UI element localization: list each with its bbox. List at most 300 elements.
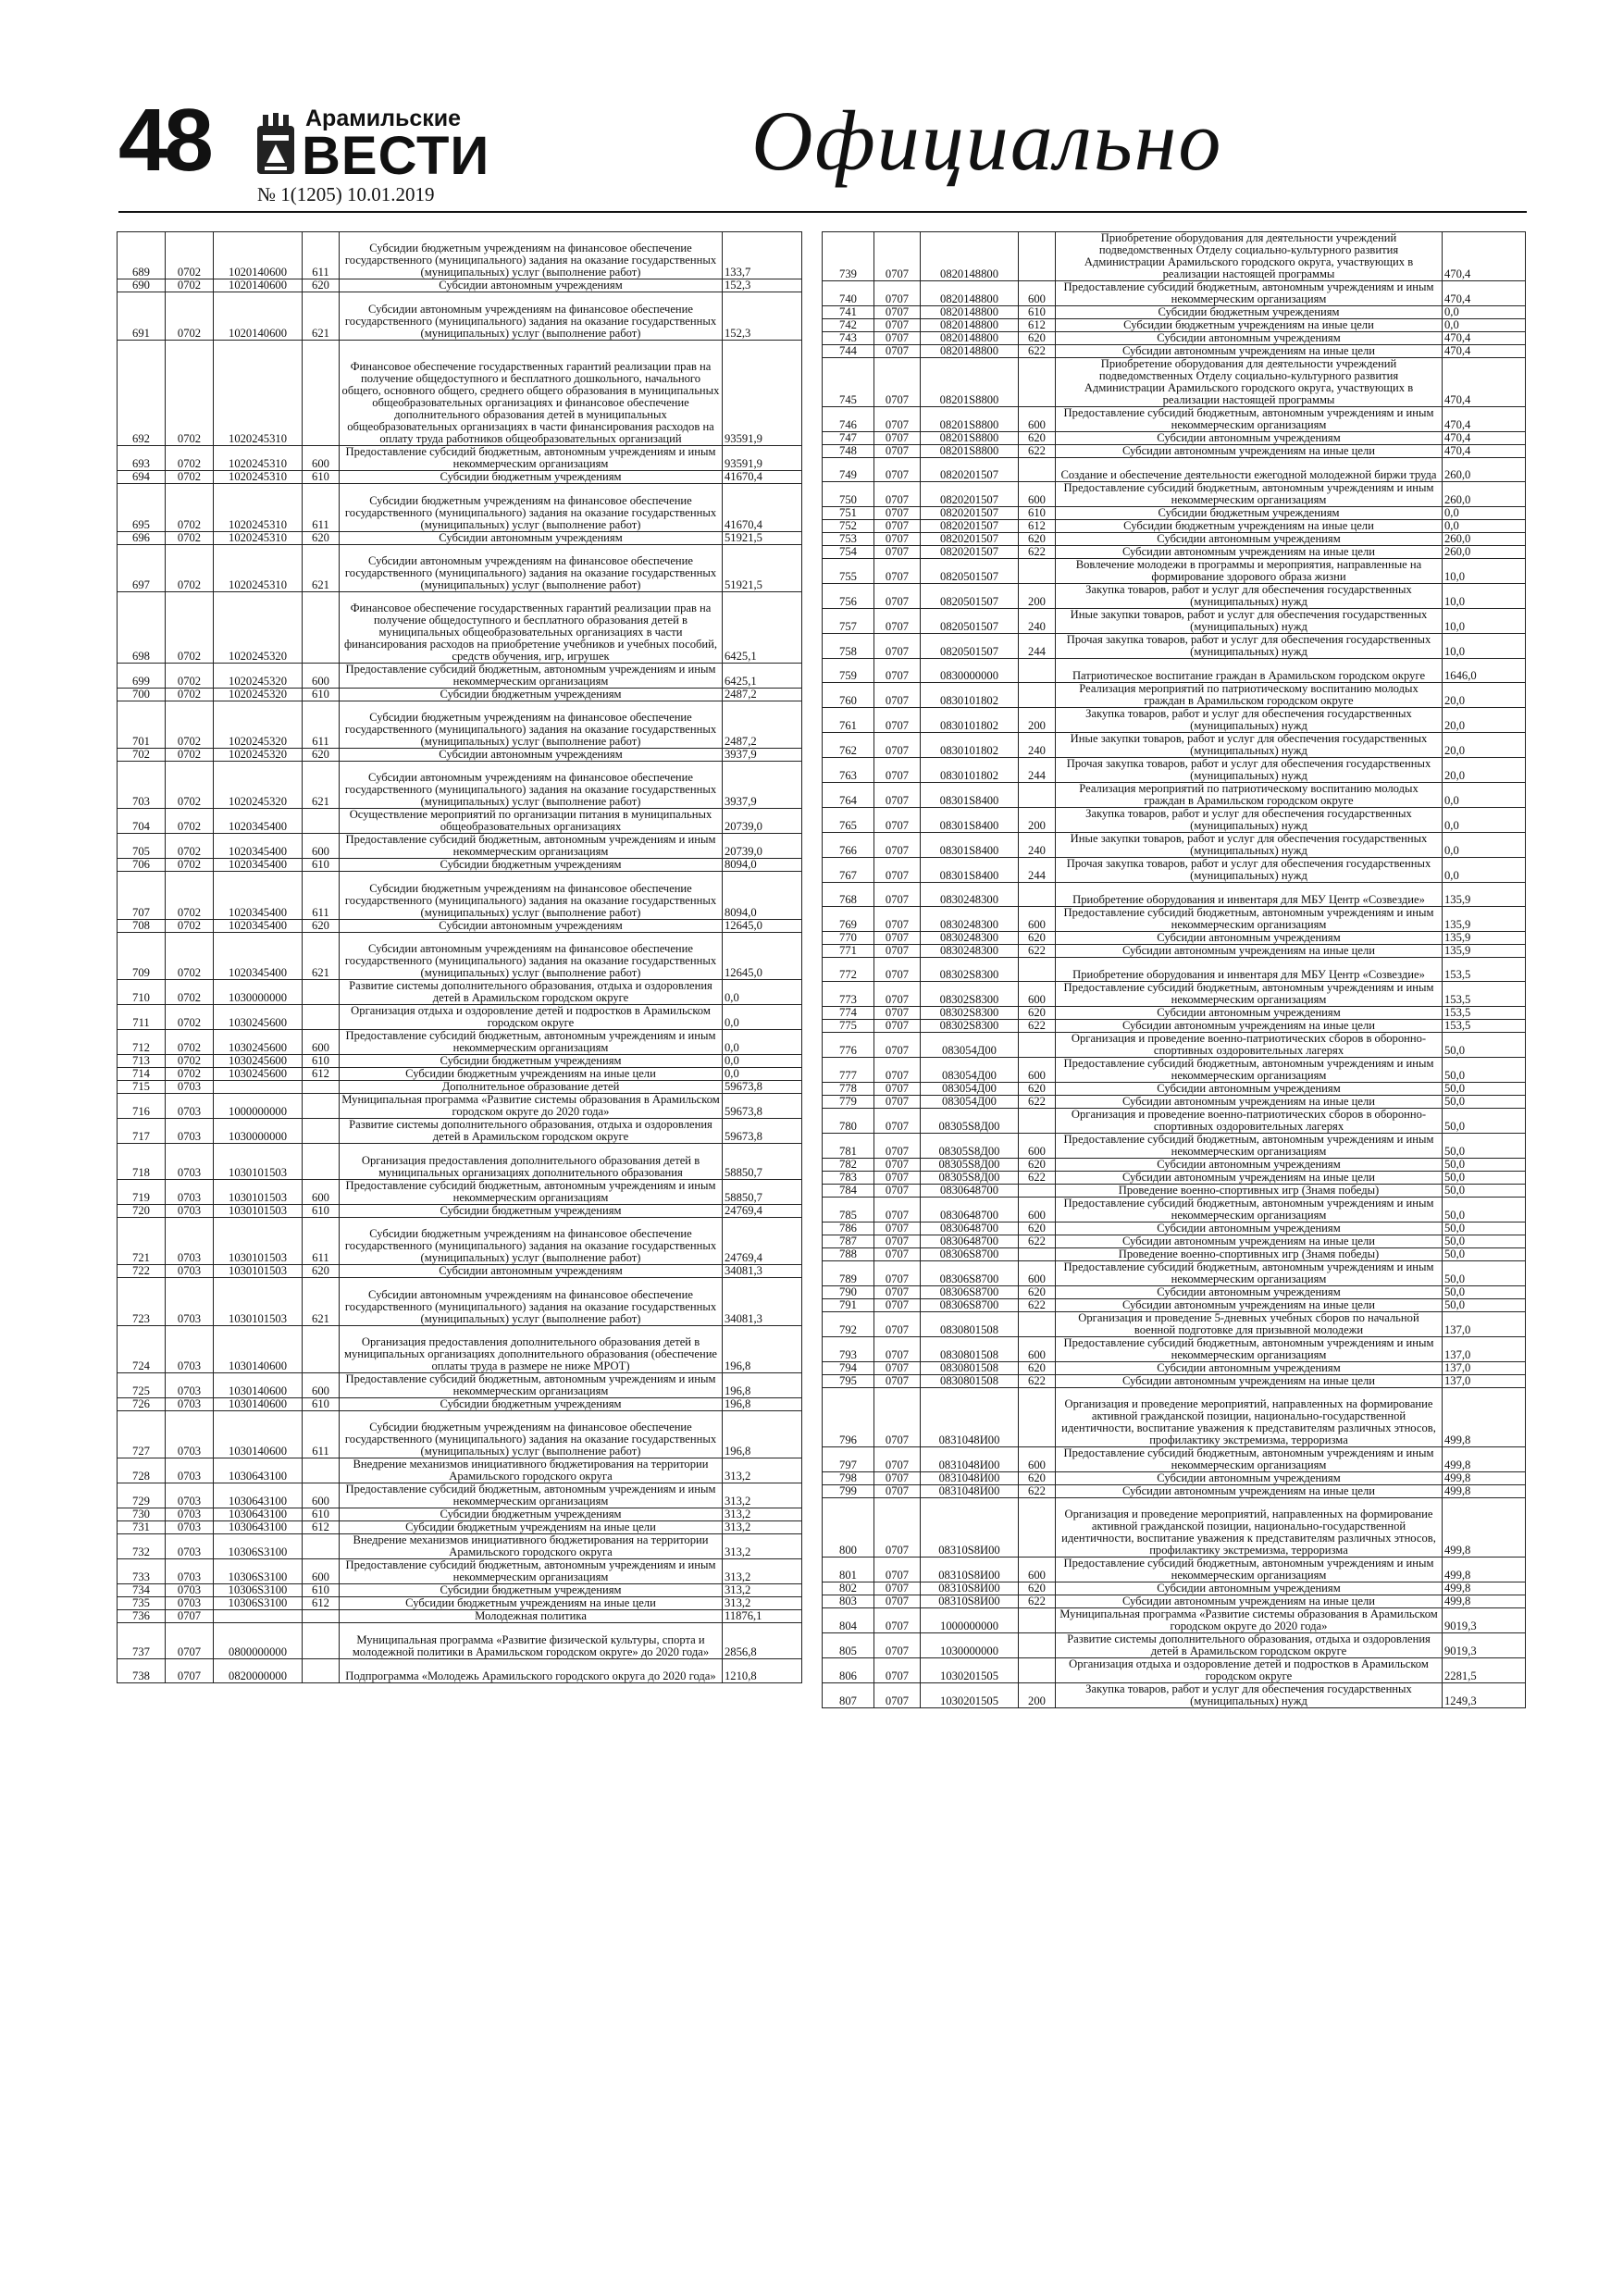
- item-description: Развитие системы дополнительного образования, отдыха и оздоровления детей в Арамильском городском округе: [340, 1119, 723, 1144]
- target-code: 1020140600: [214, 292, 303, 340]
- table-row: [823, 1248, 1526, 1261]
- table-row: [823, 758, 1526, 783]
- amount: 0,0: [1443, 306, 1526, 319]
- amount: 137,0: [1443, 1375, 1526, 1388]
- table-row: [118, 1373, 802, 1398]
- section-code: 0707: [874, 546, 921, 559]
- row-number: 754: [823, 546, 874, 559]
- row-number: 721: [118, 1217, 166, 1264]
- table-row: [118, 1398, 802, 1411]
- item-description: Субсидии автономным учреждениям: [1056, 533, 1443, 546]
- expense-type-code: [303, 1005, 340, 1030]
- target-code: 0820501507: [921, 609, 1019, 634]
- row-number: 782: [823, 1159, 874, 1172]
- row-number: 712: [118, 1030, 166, 1055]
- table-row: [823, 634, 1526, 659]
- amount: 313,2: [723, 1534, 802, 1559]
- table-row: [118, 1265, 802, 1278]
- target-code: 08301S8400: [921, 858, 1019, 883]
- table-row: [118, 1534, 802, 1559]
- table-row: [823, 1172, 1526, 1185]
- item-description: Предоставление субсидий бюджетным, автономным учреждениям и иным некоммерческим организациям: [1056, 407, 1443, 432]
- amount: 0,0: [723, 1068, 802, 1081]
- target-code: [214, 1610, 303, 1623]
- section-code: 0707: [874, 584, 921, 609]
- amount: 499,8: [1443, 1582, 1526, 1595]
- expense-type-code: 612: [1019, 319, 1056, 332]
- section-code: 0702: [166, 232, 214, 279]
- section-code: 0702: [166, 980, 214, 1005]
- table-row: [118, 1144, 802, 1180]
- section-code: 0707: [874, 907, 921, 932]
- expense-type-code: 612: [1019, 520, 1056, 533]
- expense-type-code: 611: [303, 701, 340, 748]
- row-number: 784: [823, 1185, 874, 1198]
- table-row: [118, 1411, 802, 1458]
- item-description: Субсидии бюджетным учреждениям: [340, 688, 723, 701]
- target-code: 1030245600: [214, 1030, 303, 1055]
- table-row: [118, 859, 802, 872]
- table-row: [823, 1007, 1526, 1020]
- item-description: Иные закупки товаров, работ и услуг для обеспечения государственных (муниципальных) нужд: [1056, 733, 1443, 758]
- row-number: 725: [118, 1373, 166, 1398]
- target-code: [214, 1081, 303, 1094]
- section-code: 0703: [166, 1508, 214, 1521]
- row-number: 746: [823, 407, 874, 432]
- row-number: 743: [823, 332, 874, 345]
- item-description: Предоставление субсидий бюджетным, автономным учреждениям и иным некоммерческим организациям: [1056, 907, 1443, 932]
- section-code: 0707: [874, 1134, 921, 1159]
- item-description: Субсидии автономным учреждениям: [1056, 1286, 1443, 1299]
- expense-type-code: 610: [303, 471, 340, 484]
- expense-type-code: 244: [1019, 758, 1056, 783]
- amount: 260,0: [1443, 458, 1526, 482]
- amount: 50,0: [1443, 1159, 1526, 1172]
- item-description: Создание и обеспечение деятельности ежегодной молодежной биржи труда: [1056, 458, 1443, 482]
- item-description: Муниципальная программа «Развитие системы образования в Арамильском городском округе до 2020 года»: [340, 1094, 723, 1119]
- row-number: 778: [823, 1083, 874, 1096]
- section-code: 0702: [166, 1068, 214, 1081]
- row-number: 700: [118, 688, 166, 701]
- amount: 313,2: [723, 1597, 802, 1610]
- table-row: [118, 1659, 802, 1683]
- row-number: 774: [823, 1007, 874, 1020]
- section-code: 0703: [166, 1144, 214, 1180]
- row-number: 727: [118, 1411, 166, 1458]
- table-row: [118, 1081, 802, 1094]
- paper-name-main: ВЕСТИ: [302, 126, 490, 186]
- expense-type-code: 622: [1019, 1299, 1056, 1312]
- section-code: 0707: [874, 858, 921, 883]
- item-description: Субсидии бюджетным учреждениям на финансовое обеспечение государственного (муниципального) задания на оказание государственных (муниципальных) услуг (выполнение работ): [340, 1217, 723, 1264]
- section-code: 0707: [874, 358, 921, 407]
- table-row: [118, 1005, 802, 1030]
- target-code: 0830101802: [921, 683, 1019, 708]
- expense-type-code: 610: [303, 1398, 340, 1411]
- section-code: 0702: [166, 1055, 214, 1068]
- table-row: [823, 1632, 1526, 1657]
- table-row: [823, 458, 1526, 482]
- item-description: Реализация мероприятий по патриотическому воспитанию молодых граждан в Арамильском городском округе: [1056, 683, 1443, 708]
- expense-type-code: 620: [1019, 533, 1056, 546]
- table-row: [823, 507, 1526, 520]
- row-number: 740: [823, 281, 874, 306]
- target-code: 0830801508: [921, 1362, 1019, 1375]
- section-code: 0707: [874, 733, 921, 758]
- table-row: [118, 1584, 802, 1597]
- expense-type-code: 600: [1019, 1058, 1056, 1083]
- expense-type-code: 244: [1019, 858, 1056, 883]
- section-code: 0707: [874, 1582, 921, 1595]
- expense-type-code: 620: [1019, 1159, 1056, 1172]
- row-number: 803: [823, 1595, 874, 1607]
- table-row: [823, 1286, 1526, 1299]
- amount: 50,0: [1443, 1096, 1526, 1109]
- target-code: 08201S8800: [921, 445, 1019, 458]
- amount: 470,4: [1443, 281, 1526, 306]
- item-description: Субсидии автономным учреждениям на иные цели: [1056, 1020, 1443, 1033]
- row-number: 787: [823, 1235, 874, 1248]
- row-number: 708: [118, 919, 166, 932]
- page-header: [0, 0, 1623, 222]
- table-row: [823, 445, 1526, 458]
- expense-type-code: 622: [1019, 1172, 1056, 1185]
- item-description: Субсидии бюджетным учреждениям: [1056, 306, 1443, 319]
- expense-type-code: 622: [1019, 445, 1056, 458]
- section-code: 0707: [874, 783, 921, 808]
- table-row: [823, 1557, 1526, 1582]
- item-description: Дополнительное образование детей: [340, 1081, 723, 1094]
- section-code: 0707: [874, 1299, 921, 1312]
- amount: 0,0: [723, 1005, 802, 1030]
- row-number: 704: [118, 809, 166, 834]
- expense-type-code: [1019, 1388, 1056, 1447]
- expense-type-code: [1019, 1033, 1056, 1058]
- amount: 6425,1: [723, 591, 802, 663]
- item-description: Субсидии автономным учреждениям: [1056, 1582, 1443, 1595]
- section-code: 0707: [874, 1007, 921, 1020]
- table-row: [823, 609, 1526, 634]
- section-code: 0702: [166, 919, 214, 932]
- section-code: 0707: [874, 1447, 921, 1472]
- table-row: [823, 1595, 1526, 1607]
- target-code: 1020245310: [214, 544, 303, 591]
- row-number: 696: [118, 531, 166, 544]
- amount: 34081,3: [723, 1278, 802, 1325]
- expense-type-code: 240: [1019, 833, 1056, 858]
- row-number: 770: [823, 932, 874, 945]
- row-number: 759: [823, 659, 874, 683]
- section-code: 0703: [166, 1398, 214, 1411]
- amount: 50,0: [1443, 1058, 1526, 1083]
- table-row: [823, 907, 1526, 932]
- table-row: [823, 958, 1526, 982]
- table-row: [823, 482, 1526, 507]
- target-code: 0820501507: [921, 559, 1019, 584]
- row-number: 748: [823, 445, 874, 458]
- row-number: 793: [823, 1337, 874, 1362]
- amount: 50,0: [1443, 1172, 1526, 1185]
- section-code: 0707: [874, 1286, 921, 1299]
- section-code: 0703: [166, 1204, 214, 1217]
- row-number: 791: [823, 1299, 874, 1312]
- expense-type-code: [1019, 683, 1056, 708]
- item-description: Субсидии бюджетным учреждениям на финансовое обеспечение государственного (муниципального) задания на оказание государственных (муниципальных) услуг (выполнение работ): [340, 1411, 723, 1458]
- row-number: 705: [118, 834, 166, 859]
- section-code: 0707: [874, 319, 921, 332]
- expense-type-code: 622: [1019, 1375, 1056, 1388]
- expense-type-code: 600: [1019, 281, 1056, 306]
- row-number: 698: [118, 591, 166, 663]
- section-code: 0702: [166, 1030, 214, 1055]
- amount: 260,0: [1443, 482, 1526, 507]
- expense-type-code: [303, 591, 340, 663]
- item-description: Организация предоставления дополнительного образования детей в муниципальных организациях дополнительного образования: [340, 1144, 723, 1180]
- target-code: 0830648700: [921, 1198, 1019, 1222]
- table-row: [118, 1325, 802, 1372]
- expense-type-code: [1019, 883, 1056, 907]
- amount: 1249,3: [1443, 1682, 1526, 1707]
- section-code: 0707: [874, 808, 921, 833]
- target-code: 08201S8800: [921, 358, 1019, 407]
- amount: 135,9: [1443, 945, 1526, 958]
- row-number: 786: [823, 1222, 874, 1235]
- table-row: [823, 683, 1526, 708]
- item-description: Патриотическое воспитание граждан в Арамильском городском округе: [1056, 659, 1443, 683]
- amount: 313,2: [723, 1521, 802, 1534]
- table-row: [118, 1204, 802, 1217]
- item-description: Субсидии бюджетным учреждениям: [340, 1204, 723, 1217]
- section-code: 0702: [166, 859, 214, 872]
- row-number: 689: [118, 232, 166, 279]
- table-row: [118, 1623, 802, 1659]
- table-row: [118, 471, 802, 484]
- section-code: 0707: [874, 1498, 921, 1558]
- expense-type-code: 200: [1019, 1682, 1056, 1707]
- target-code: 1000000000: [921, 1607, 1019, 1632]
- table-row: [823, 432, 1526, 445]
- table-row: [823, 708, 1526, 733]
- target-code: 0831048И00: [921, 1485, 1019, 1498]
- row-number: 789: [823, 1261, 874, 1286]
- table-row: [118, 1278, 802, 1325]
- expense-type-code: 611: [303, 232, 340, 279]
- item-description: Финансовое обеспечение государственных гарантий реализации прав на получение общедоступного и бесплатного образования детей в муниципальных общеобразовательных организациях в части финансирования расходов на приобретение учебников и учебных пособий, средств обучения, игр, игрушек: [340, 591, 723, 663]
- amount: 153,5: [1443, 958, 1526, 982]
- table-row: [823, 1362, 1526, 1375]
- expense-type-code: 200: [1019, 708, 1056, 733]
- expense-type-code: 610: [1019, 507, 1056, 520]
- expense-type-code: 610: [1019, 306, 1056, 319]
- row-number: 768: [823, 883, 874, 907]
- expense-type-code: 622: [1019, 1235, 1056, 1248]
- expense-type-code: 621: [303, 761, 340, 808]
- amount: 313,2: [723, 1458, 802, 1483]
- target-code: 0820201507: [921, 520, 1019, 533]
- section-code: 0707: [874, 1607, 921, 1632]
- table-row: [823, 319, 1526, 332]
- section-code: 0703: [166, 1278, 214, 1325]
- section-code: 0702: [166, 688, 214, 701]
- row-number: 750: [823, 482, 874, 507]
- target-code: 1030101503: [214, 1217, 303, 1264]
- table-row: [118, 1119, 802, 1144]
- item-description: Субсидии автономным учреждениям на финансовое обеспечение государственного (муниципального) задания на оказание государственных (муниципальных) услуг (выполнение работ): [340, 932, 723, 979]
- row-number: 761: [823, 708, 874, 733]
- amount: 51921,5: [723, 544, 802, 591]
- amount: 260,0: [1443, 533, 1526, 546]
- table-row: [823, 1096, 1526, 1109]
- table-row: [118, 1521, 802, 1534]
- target-code: 1020245310: [214, 446, 303, 471]
- section-code: 0707: [874, 659, 921, 683]
- row-number: 699: [118, 663, 166, 688]
- row-number: 706: [118, 859, 166, 872]
- table-row: [823, 1134, 1526, 1159]
- section-code: 0707: [874, 1185, 921, 1198]
- table-row: [823, 1472, 1526, 1485]
- expense-type-code: [1019, 232, 1056, 281]
- section-code: 0703: [166, 1217, 214, 1264]
- amount: 0,0: [1443, 808, 1526, 833]
- expense-type-code: 611: [303, 1411, 340, 1458]
- item-description: Субсидии автономным учреждениям на иные цели: [1056, 546, 1443, 559]
- section-code: 0703: [166, 1521, 214, 1534]
- target-code: 083054Д00: [921, 1083, 1019, 1096]
- item-description: Субсидии бюджетным учреждениям: [340, 471, 723, 484]
- amount: 50,0: [1443, 1235, 1526, 1248]
- expense-type-code: 600: [1019, 482, 1056, 507]
- table-row: [823, 858, 1526, 883]
- amount: 0,0: [1443, 833, 1526, 858]
- row-number: 766: [823, 833, 874, 858]
- section-code: 0702: [166, 446, 214, 471]
- section-code: 0703: [166, 1458, 214, 1483]
- target-code: 1030000000: [214, 980, 303, 1005]
- item-description: Субсидии автономным учреждениям на иные цели: [1056, 1375, 1443, 1388]
- amount: 135,9: [1443, 907, 1526, 932]
- item-description: Муниципальная программа «Развитие системы образования в Арамильском городском округе до 2020 года»: [1056, 1607, 1443, 1632]
- amount: 34081,3: [723, 1265, 802, 1278]
- item-description: Субсидии бюджетным учреждениям на иные цели: [340, 1068, 723, 1081]
- budget-table-right: [822, 231, 1526, 1708]
- row-number: 780: [823, 1109, 874, 1134]
- table-row: [118, 1559, 802, 1584]
- item-description: Субсидии бюджетным учреждениям: [1056, 507, 1443, 520]
- section-code: 0707: [874, 1388, 921, 1447]
- target-code: 0830648700: [921, 1235, 1019, 1248]
- table-row: [823, 1337, 1526, 1362]
- table-row: [823, 533, 1526, 546]
- expense-type-code: 611: [303, 872, 340, 919]
- section-code: 0702: [166, 663, 214, 688]
- amount: 24769,4: [723, 1217, 802, 1264]
- table-row: [823, 332, 1526, 345]
- item-description: Закупка товаров, работ и услуг для обеспечения государственных (муниципальных) нужд: [1056, 708, 1443, 733]
- section-code: 0707: [874, 945, 921, 958]
- item-description: Предоставление субсидий бюджетным, автономным учреждениям и иным некоммерческим организациям: [340, 834, 723, 859]
- item-description: Субсидии бюджетным учреждениям на иные цели: [340, 1597, 723, 1610]
- target-code: 1030245600: [214, 1068, 303, 1081]
- expense-type-code: 600: [303, 1179, 340, 1204]
- item-description: Субсидии автономным учреждениям на иные цели: [1056, 345, 1443, 358]
- item-description: Субсидии автономным учреждениям на иные цели: [1056, 945, 1443, 958]
- row-number: 777: [823, 1058, 874, 1083]
- table-row: [118, 591, 802, 663]
- expense-type-code: 240: [1019, 609, 1056, 634]
- target-code: 0820201507: [921, 507, 1019, 520]
- table-row: [823, 520, 1526, 533]
- expense-type-code: 622: [1019, 1020, 1056, 1033]
- table-row: [823, 883, 1526, 907]
- row-number: 717: [118, 1119, 166, 1144]
- row-number: 731: [118, 1521, 166, 1534]
- expense-type-code: [303, 1534, 340, 1559]
- section-code: 0707: [874, 1261, 921, 1286]
- target-code: 0831048И00: [921, 1472, 1019, 1485]
- row-number: 799: [823, 1485, 874, 1498]
- row-number: 719: [118, 1179, 166, 1204]
- expense-type-code: 620: [303, 919, 340, 932]
- amount: 499,8: [1443, 1485, 1526, 1498]
- amount: 20739,0: [723, 809, 802, 834]
- target-code: 08301S8400: [921, 808, 1019, 833]
- item-description: Иные закупки товаров, работ и услуг для обеспечения государственных (муниципальных) нужд: [1056, 609, 1443, 634]
- target-code: 1030101503: [214, 1278, 303, 1325]
- expense-type-code: [1019, 958, 1056, 982]
- item-description: Организация отдыха и оздоровление детей и подростков в Арамильском городском округе: [340, 1005, 723, 1030]
- item-description: Прочая закупка товаров, работ и услуг для обеспечения государственных (муниципальных) нужд: [1056, 858, 1443, 883]
- row-number: 762: [823, 733, 874, 758]
- row-number: 753: [823, 533, 874, 546]
- target-code: 1030140600: [214, 1411, 303, 1458]
- row-number: 738: [118, 1659, 166, 1683]
- amount: 59673,8: [723, 1094, 802, 1119]
- row-number: 801: [823, 1557, 874, 1582]
- amount: 50,0: [1443, 1248, 1526, 1261]
- target-code: 0830648700: [921, 1185, 1019, 1198]
- amount: 313,2: [723, 1584, 802, 1597]
- table-row: [823, 1607, 1526, 1632]
- section-code: 0707: [874, 520, 921, 533]
- section-code: 0707: [874, 1172, 921, 1185]
- section-code: 0707: [874, 281, 921, 306]
- row-number: 737: [118, 1623, 166, 1659]
- section-code: 0707: [874, 1248, 921, 1261]
- target-code: 0820148800: [921, 332, 1019, 345]
- target-code: 1020245310: [214, 471, 303, 484]
- target-code: 08301S8400: [921, 833, 1019, 858]
- section-code: 0707: [166, 1623, 214, 1659]
- section-code: 0703: [166, 1081, 214, 1094]
- expense-type-code: 610: [303, 1055, 340, 1068]
- amount: 470,4: [1443, 345, 1526, 358]
- item-description: Организация предоставления дополнительного образования детей в муниципальных организациях дополнительного образования (обеспечение оплаты труда в размере не ниже МРОТ): [340, 1325, 723, 1372]
- table-row: [823, 559, 1526, 584]
- section-code: 0703: [166, 1411, 214, 1458]
- amount: 93591,9: [723, 446, 802, 471]
- row-number: 726: [118, 1398, 166, 1411]
- target-code: 0800000000: [214, 1623, 303, 1659]
- amount: 2281,5: [1443, 1657, 1526, 1682]
- target-code: 1030643100: [214, 1508, 303, 1521]
- item-description: Субсидии автономным учреждениям на финансовое обеспечение государственного (муниципального) задания на оказание государственных (муниципальных) услуг (выполнение работ): [340, 761, 723, 808]
- row-number: 804: [823, 1607, 874, 1632]
- table-row: [823, 1261, 1526, 1286]
- expense-type-code: 620: [1019, 1362, 1056, 1375]
- table-row: [823, 281, 1526, 306]
- expense-type-code: 600: [303, 446, 340, 471]
